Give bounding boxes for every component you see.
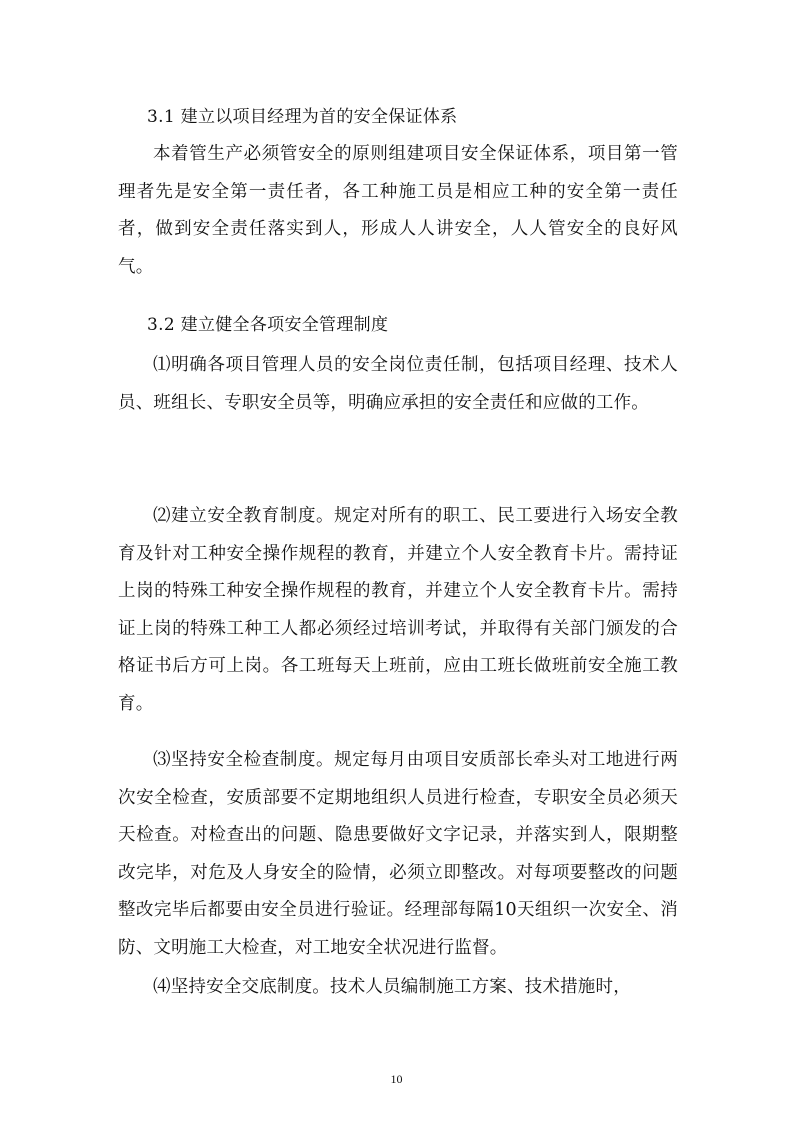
page-number: 10 xyxy=(390,1072,403,1086)
section-heading-3-1: 3.1 建立以项目经理为首的安全保证体系 xyxy=(147,107,458,127)
paragraph-item-2: ⑵建立安全教育制度。规定对所有的职工、民工要进行入场安全教育及针对工种安全操作规程的教育，并建立个人安全教育卡片。需持证上岗的特殊工种安全操作规程的教育，并建立个人安全教育卡片。需持证上岗的特殊工种工人都必须经过培训考试，并取得有关部门颁发的合格证书后方可上岗。各工班每天上班前，应由工班长做班前安全施工教育。 xyxy=(118,506,678,714)
section-heading-3-2: 3.2 建立健全各项安全管理制度 xyxy=(147,315,389,335)
paragraph-item-3: ⑶坚持安全检查制度。规定每月由项目安质部长牵头对工地进行两次安全检查，安质部要不定期地组织人员进行检查，专职安全员必须天天检查。对检查出的问题、隐患要做好文字记录，并落实到人，限期整改完毕，对危及人身安全的险情，必须立即整改。对每项要整改的问题整改完毕后都要由安全员进行验证。经理部每隔10天组织一次安全、消防、文明施工大检查，对工地安全状况进行监督。 xyxy=(118,750,678,958)
paragraph-safety-system: 本着管生产必须管安全的原则组建项目安全保证体系，项目第一管理者先是安全第一责任者，各工种施工员是相应工种的安全第一责任者，做到安全责任落实到人，形成人人讲安全，人人管安全的良好风气。 xyxy=(118,144,678,277)
paragraph-item-1: ⑴明确各项目管理人员的安全岗位责任制，包括项目经理、技术人员、班组长、专职安全员等，明确应承担的安全责任和应做的工作。 xyxy=(118,355,678,413)
paragraph-item-4: ⑷坚持安全交底制度。技术人员编制施工方案、技术措施时， xyxy=(153,977,631,997)
